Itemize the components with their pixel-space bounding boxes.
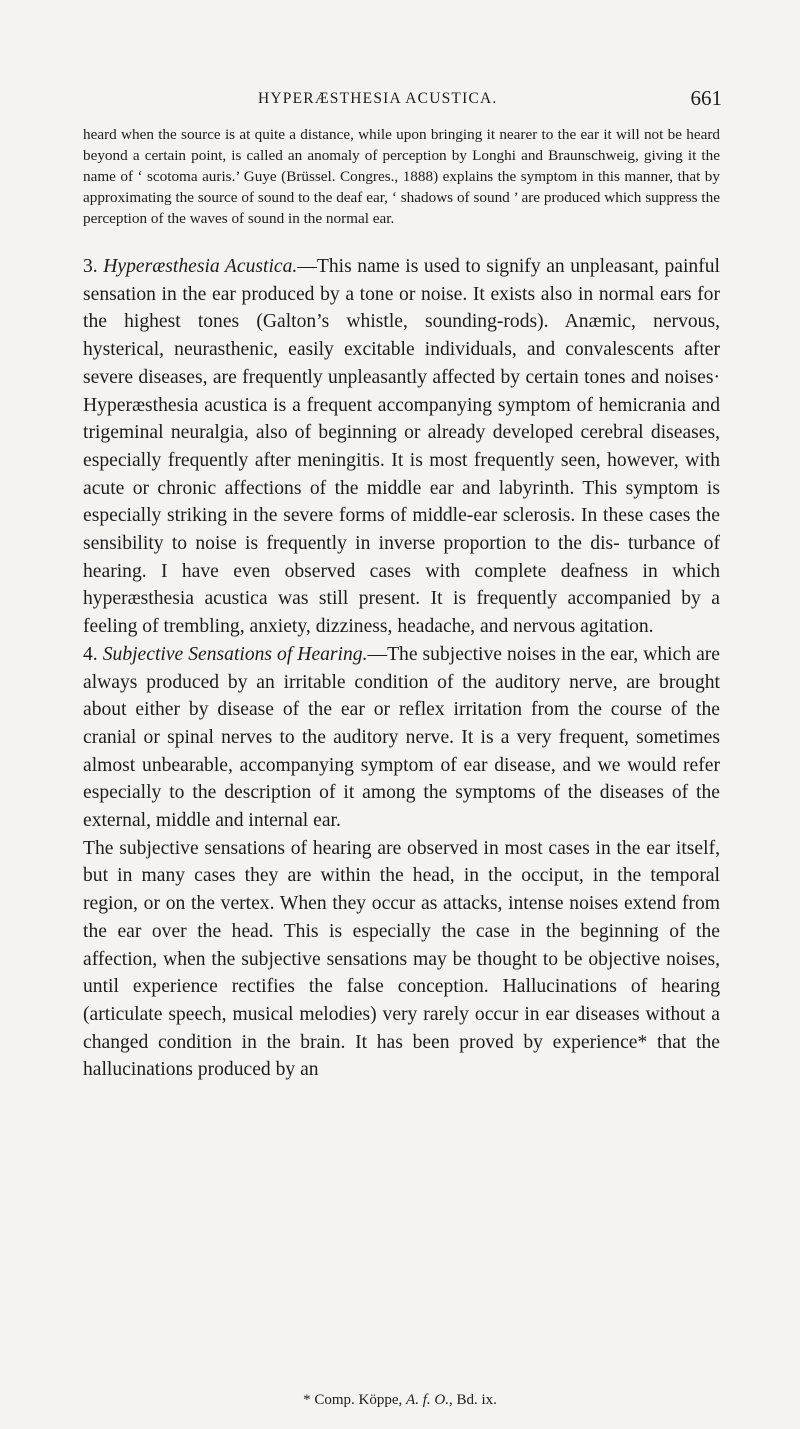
footnote	[0, 1392, 800, 1409]
main-text	[83, 253, 720, 1084]
footnote-prefix: * Comp. Köppe,	[303, 1392, 407, 1408]
page-number: 661	[690, 86, 722, 110]
footnote-suffix: , Bd. ix.	[448, 1392, 497, 1408]
closing-paragraph: The subjective sensations of hearing are observed in most cases in the ear itself, but in many cases they are within the head, in the occiput, in the temporal region, or on the vertex. When they occur as attacks, intense noises extend from the ear over the head. This is especially the case in the beginning of the affection, when the subjective sensations may be thought to be objective noises, until experience rectifies the false conception. Hallucinations of hearing (articulate speech, musical melodies) very rarely occur in ear diseases without a changed condition in the brain. It has been proved by experience* that the hallucinations produced by an	[83, 837, 720, 1081]
section-4-paragraph	[83, 641, 720, 835]
section-3-heading: Hyperæsthesia Acustica.	[103, 256, 298, 277]
running-header	[258, 86, 722, 116]
section-4-heading: Subjective Sensations of Hearing.	[102, 643, 368, 665]
section-3-paragraph	[83, 253, 720, 641]
section-4-number: 4.	[83, 643, 98, 665]
running-title: HYPERÆSTHESIA ACUSTICA.	[258, 90, 498, 107]
intro-text	[83, 124, 720, 229]
footnote-journal: A. f. O.	[406, 1392, 449, 1408]
section-3-number: 3.	[83, 256, 98, 277]
intro-paragraph: heard when the source is at quite a distance, while upon bringing it nearer to the ear it will not be heard beyond a certain point, is called an anomaly of perception by Longhi and Braunschweig, giving it the name of ‘ scotoma auris.’ Guye (Brüssel. Congres., 1888) explains the symptom in this manner, that by approximating the source of sound to the deaf ear, ‘ shadows of sound ’ are produced which suppress the perception of the waves of sound in the normal ear.	[83, 126, 720, 228]
section-3-body: —This name is used to signify an unpleasant, painful sensation in the ear produced by a tone or noise. It exists also in normal ears for the highest tones (Galton’s whistle, sounding-rods). Anæmic, nervous, hysterical, neurasthenic, easily excitable individuals, and convalescents after severe diseases, are frequently unpleasantly affected by certain tones and noises· Hyperæsthesia acustica is a frequent accompanying symptom of hemicrania and trigeminal neuralgia, also of beginning or already developed cerebral diseases, especially frequently after meningitis. It is most frequently seen, however, with acute or chronic affections of the middle ear and labyrinth. This symptom is especially striking in the severe forms of middle-ear sclerosis. In these cases the sensibility to noise is frequently in inverse proportion to the dis- turbance of hearing. I have even observed cases with complete deafness in which hyperæsthesia acustica was still present. It is frequently accompanied by a feeling of trembling, anxiety, dizziness, headache, and nervous agitation.	[83, 256, 720, 638]
section-4-body: —The subjective noises in the ear, which are always produced by an irritable condition of the auditory nerve, are brought about either by disease of the ear or reflex irritation from the course of the cranial or spinal nerves to the auditory nerve. It is a very frequent, sometimes almost unbearable, accompanying symptom of ear disease, and we would refer especially to the description of it among the symptoms of the diseases of the external, middle and internal ear.	[83, 643, 721, 832]
